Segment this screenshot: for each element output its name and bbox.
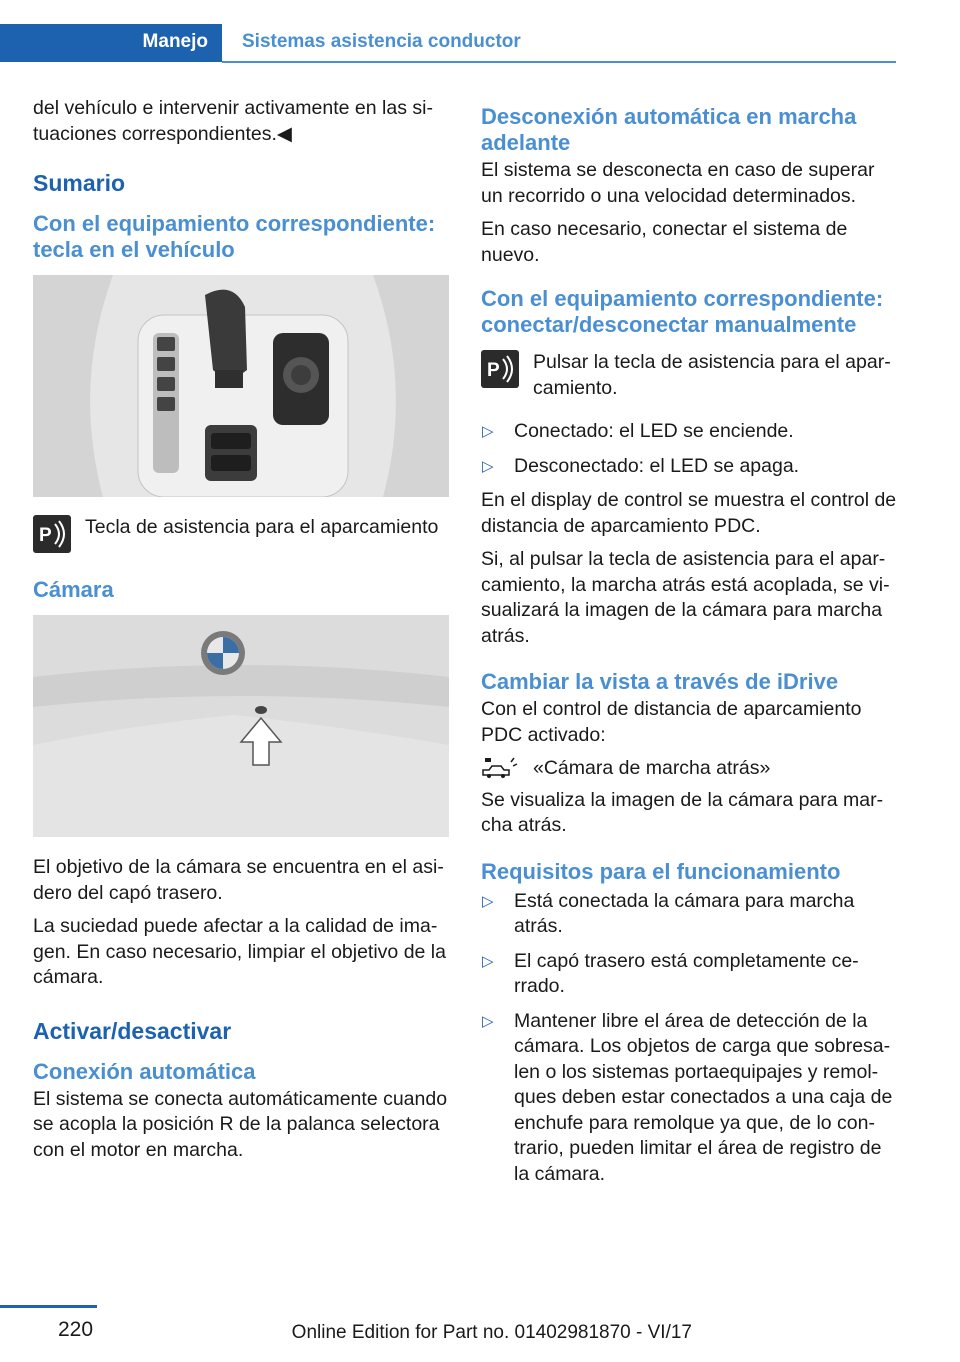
camera-menu-entry bbox=[481, 756, 897, 782]
manual-connect-text: Pulsar la tecla de asistencia para el apar‐ camiento. bbox=[533, 351, 891, 399]
pdc-active-paragraph: Con el control de distancia de aparcamiento PDC activado: bbox=[481, 698, 862, 746]
heading-sumario: Sumario bbox=[33, 170, 126, 196]
section-label: Manejo bbox=[142, 31, 208, 52]
parking-assist-icon bbox=[481, 350, 519, 388]
triangle-bullet-icon: ▷ bbox=[482, 892, 494, 910]
header-rule bbox=[222, 61, 896, 63]
list-item: ▷ Desconectado: el LED se apaga. bbox=[481, 454, 897, 480]
heading-desconexion-automatica: Desconexión automática en marcha adelante bbox=[481, 104, 857, 155]
pdc-button-legend bbox=[33, 515, 449, 553]
parking-assist-icon bbox=[33, 515, 71, 553]
left-column bbox=[33, 96, 449, 1171]
camera-dirt-paragraph: La suciedad puede afectar a la calidad de ima‐ gen. En caso necesario, limpiar el objetivo de la cámara. bbox=[33, 915, 446, 988]
requirements-list bbox=[481, 889, 897, 1188]
heading-camara: Cámara bbox=[33, 577, 114, 602]
reversing-camera-icon bbox=[481, 756, 519, 780]
triangle-bullet-icon: ▷ bbox=[482, 423, 494, 440]
pdc-button-caption: Tecla de asistencia para el aparcamiento bbox=[85, 516, 439, 538]
right-column bbox=[481, 96, 897, 1196]
heading-conectar-manualmente: Con el equipamiento correspondiente: conectar/desconectar manualmente bbox=[481, 286, 884, 337]
auto-disconnect-paragraph: El sistema se desconecta en caso de superar un recorrido o una velocidad determinados. bbox=[481, 159, 875, 207]
list-item: ▷ Está conectada la cámara para marcha atrás. bbox=[482, 889, 855, 937]
display-paragraph: En el display de control se muestra el control de distancia de aparcamiento PDC. bbox=[481, 489, 897, 537]
list-item: ▷ Conectado: el LED se enciende. bbox=[481, 419, 897, 445]
triangle-bullet-icon: ▷ bbox=[482, 952, 494, 970]
page-header bbox=[0, 0, 960, 62]
reverse-gear-paragraph: Si, al pulsar la tecla de asistencia para el apar‐ camiento, la marcha atrás está acoplada, se vi‐ sualizará la imagen de la cámara para marcha atrás. bbox=[481, 548, 890, 647]
triangle-bullet-icon: ▷ bbox=[482, 1012, 494, 1030]
page-number: 220 bbox=[58, 1318, 94, 1341]
edition-note: Online Edition for Part no. 01402981870 - VI/17 bbox=[291, 1322, 692, 1343]
rear-camera-photo bbox=[33, 615, 449, 837]
heading-equipamiento-tecla: Con el equipamiento correspondiente: tecla en el vehículo bbox=[33, 211, 436, 262]
manual-connect-instruction bbox=[481, 350, 897, 401]
led-status-list bbox=[481, 419, 897, 479]
footer-rule bbox=[0, 1305, 97, 1308]
camera-image-paragraph: Se visualiza la imagen de la cámara para mar‐ cha atrás. bbox=[481, 788, 884, 836]
triangle-bullet-icon: ▷ bbox=[482, 457, 494, 475]
reconnect-paragraph: En caso necesario, conectar el sistema de nuevo. bbox=[481, 218, 848, 266]
chapter-title: Sistemas asistencia conductor bbox=[242, 31, 521, 52]
heading-requisitos: Requisitos para el funcionamiento bbox=[481, 858, 841, 884]
heading-conexion-automatica: Conexión automática bbox=[33, 1058, 256, 1084]
list-item: ▷ El capó trasero está completamente ce‐ rrado. bbox=[482, 949, 859, 997]
svg-text:P: P bbox=[487, 360, 500, 381]
center-console-photo bbox=[33, 275, 449, 497]
svg-text:P: P bbox=[39, 525, 52, 546]
heading-cambiar-vista: Cambiar la vista a través de iDrive bbox=[481, 669, 839, 694]
intro-paragraph: del vehículo e intervenir activamente en las si‐ tuaciones correspondientes.◀ bbox=[33, 97, 433, 145]
camera-menu-label: «Cámara de marcha atrás» bbox=[533, 757, 771, 779]
section-tab bbox=[0, 24, 222, 62]
heading-activar-desactivar: Activar/desactivar bbox=[33, 1017, 232, 1044]
auto-connect-paragraph: El sistema se conecta automáticamente cuando se acopla la posición R de la palanca selectora con el motor en marcha. bbox=[33, 1087, 448, 1161]
camera-location-paragraph: El objetivo de la cámara se encuentra en el asi‐ dero del capó trasero. bbox=[33, 856, 444, 904]
list-item: ▷ Mantener libre el área de detección de la cámara. Los objetos de carga que sobresa‐ len o los sistemas portaequipajes y remol‐ ques deben estar conectados a una caja de enchufe para remolque ya que, de lo con‐ trario, pueden limitar el área de registro de la cámara. bbox=[482, 1009, 893, 1185]
